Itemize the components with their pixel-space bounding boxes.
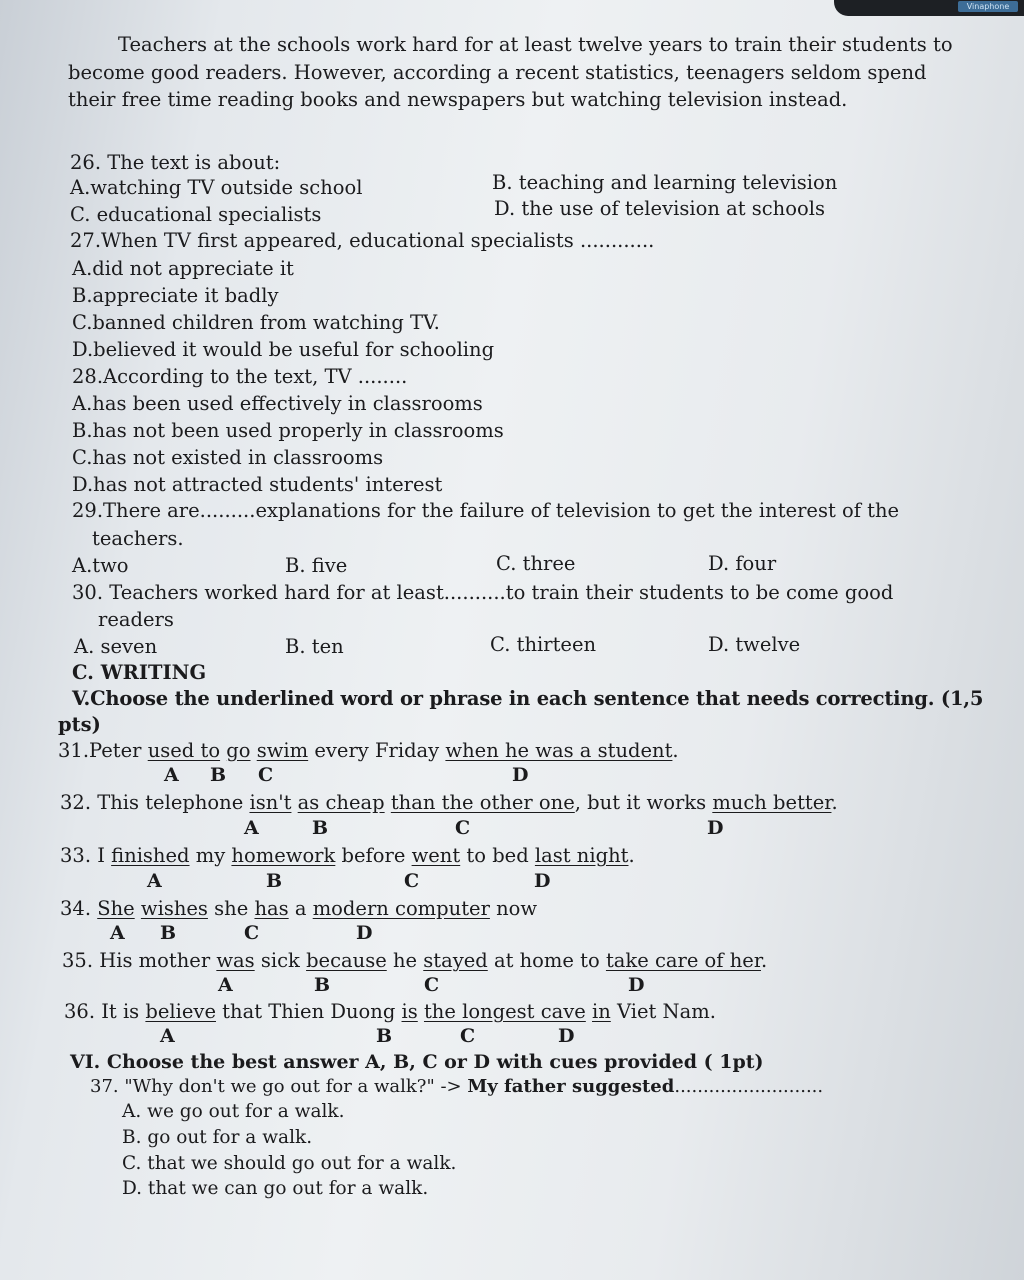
passage-line-2: become good readers. However, according a recent statistics, teenagers seldom spend [68, 61, 927, 84]
q26-option-c: C. educational specialists [70, 203, 322, 226]
q27-option-d: D.believed it would be useful for schooling [72, 338, 495, 361]
q34-sentence: 34. She wishes she has a modern computer now [60, 897, 538, 920]
q28-stem: 28.According to the text, TV ........ [72, 365, 408, 388]
q27-option-a: A.did not appreciate it [72, 257, 294, 280]
q37-stem: 37. "Why don't we go out for a walk?" -> My father suggested.......................... [90, 1076, 824, 1097]
q31-underline-c: swim [256, 739, 309, 762]
q33-label-c: C [404, 870, 420, 892]
q26-option-d: D. the use of television at schools [494, 197, 825, 220]
q34-underline-c: has [254, 897, 289, 920]
q31-sentence: 31.Peter used to go swim every Friday when he was a student. [58, 739, 679, 762]
q30-option-b: B. ten [285, 635, 344, 658]
q34-underline-a: She [97, 897, 135, 920]
q36-label-a: A [160, 1025, 175, 1047]
q29-stem-cont: teachers. [92, 527, 184, 550]
q36-label-b: B [376, 1025, 393, 1047]
q32-underline-c: than the other one [390, 791, 575, 814]
q34-underline-b: wishes [140, 897, 208, 920]
q26-option-a: A.watching TV outside school [70, 176, 363, 199]
q29-option-c: C. three [496, 552, 576, 575]
q30-option-d: D. twelve [708, 633, 801, 656]
q33-label-b: B [266, 870, 283, 892]
q28-option-b: B.has not been used properly in classrooms [72, 419, 504, 442]
q35-underline-d: take care of her [605, 949, 761, 972]
q35-label-d: D [628, 974, 645, 996]
q32-underline-d: much better [712, 791, 832, 814]
q33-label-d: D [534, 870, 551, 892]
q27-option-b: B.appreciate it badly [72, 284, 279, 307]
q36-label-d: D [558, 1025, 575, 1047]
q36-underline-c: the longest cave [423, 1000, 586, 1023]
q33-sentence: 33. I finished my homework before went to bed last night. [60, 844, 635, 867]
q31-label-c: C [258, 764, 274, 786]
q34-label-d: D [356, 922, 373, 944]
section-v-instruction-cont: pts) [58, 713, 101, 736]
q28-option-a: A.has been used effectively in classrooms [72, 392, 483, 415]
q30-option-a: A. seven [74, 635, 158, 658]
q28-option-c: C.has not existed in classrooms [72, 446, 384, 469]
q33-underline-b: homework [231, 844, 336, 867]
q35-label-c: C [424, 974, 440, 996]
q36-label-c: C [460, 1025, 476, 1047]
q31-underline-b: go [226, 739, 251, 762]
q37-option-d: D. that we can go out for a walk. [122, 1178, 429, 1199]
q35-sentence: 35. His mother was sick because he stayed at home to take care of her. [62, 949, 768, 972]
q34-label-a: A [110, 922, 125, 944]
q30-option-c: C. thirteen [490, 633, 597, 656]
passage-line-3: their free time reading books and newspapers but watching television instead. [68, 88, 848, 111]
q32-underline-a: isn't [249, 791, 292, 814]
q32-label-a: A [244, 817, 259, 839]
q33-underline-a: finished [111, 844, 190, 867]
q31-underline-a: used to [147, 739, 221, 762]
q29-option-a: A.two [72, 554, 129, 577]
q36-underline-d: in [592, 1000, 611, 1023]
q32-underline-b: as cheap [297, 791, 385, 814]
q32-label-d: D [707, 817, 724, 839]
q36-underline-a: believe [145, 1000, 216, 1023]
q35-underline-c: stayed [423, 949, 488, 972]
q29-stem: 29.There are.........explanations for the failure of television to get the interest of the [72, 499, 900, 522]
q32-label-b: B [312, 817, 329, 839]
q34-underline-d: modern computer [312, 897, 490, 920]
q35-label-a: A [218, 974, 233, 996]
section-vi-instruction: VI. Choose the best answer A, B, C or D with cues provided ( 1pt) [70, 1051, 764, 1073]
q32-sentence: 32. This telephone isn't as cheap than the other one, but it works much better. [60, 791, 838, 814]
q35-label-b: B [314, 974, 331, 996]
q29-option-b: B. five [285, 554, 348, 577]
q36-underline-b: is [401, 1000, 418, 1023]
q33-label-a: A [147, 870, 162, 892]
q34-label-c: C [244, 922, 260, 944]
q37-option-b: B. go out for a walk. [122, 1127, 313, 1148]
carrier-badge: Vinaphone [958, 1, 1018, 12]
q31-underline-d: when he was a student [445, 739, 673, 762]
q35-underline-b: because [306, 949, 387, 972]
q33-underline-d: last night [534, 844, 629, 867]
screen-corner-overlay [834, 0, 1024, 16]
q28-option-d: D.has not attracted students' interest [72, 473, 443, 496]
q31-label-a: A [164, 764, 179, 786]
q27-option-c: C.banned children from watching TV. [72, 311, 440, 334]
q33-underline-c: went [411, 844, 461, 867]
passage-line-1: Teachers at the schools work hard for at least twelve years to train their students to [118, 33, 953, 56]
q30-stem-cont: readers [98, 608, 174, 631]
q36-sentence: 36. It is believe that Thien Duong is the longest cave in Viet Nam. [64, 1000, 716, 1023]
q37-option-a: A. we go out for a walk. [122, 1101, 345, 1122]
q30-stem: 30. Teachers worked hard for at least..........to train their students to be come good [72, 581, 894, 604]
q26-option-b: B. teaching and learning television [492, 171, 838, 194]
q31-label-b: B [210, 764, 227, 786]
q29-option-d: D. four [708, 552, 777, 575]
q35-underline-a: was [216, 949, 255, 972]
q34-label-b: B [160, 922, 177, 944]
section-writing-heading: C. WRITING [72, 661, 207, 684]
q31-label-d: D [512, 764, 529, 786]
q26-stem: 26. The text is about: [70, 151, 281, 174]
q37-option-c: C. that we should go out for a walk. [122, 1153, 457, 1174]
q32-label-c: C [455, 817, 471, 839]
q27-stem: 27.When TV first appeared, educational specialists ............ [70, 229, 655, 252]
section-v-instruction: V.Choose the underlined word or phrase in each sentence that needs correcting. (1,5 [72, 687, 984, 710]
